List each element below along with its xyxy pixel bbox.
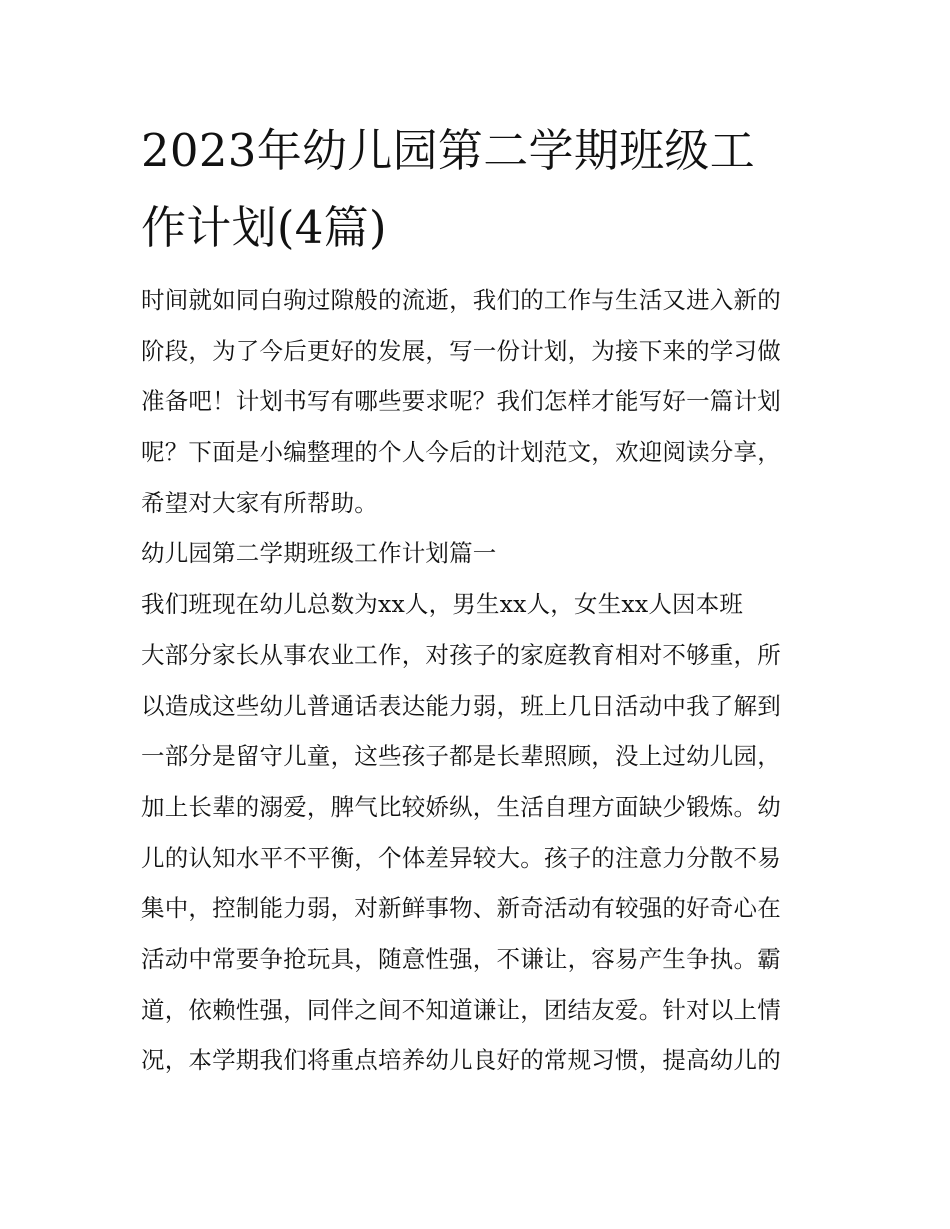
body-line: 大部分家长从事农业工作，对孩子的家庭教育相对不够重，所 — [141, 640, 781, 669]
section-heading: 幼儿园第二学期班级工作计划篇一 — [141, 539, 497, 568]
title-line-2: 作计划(4篇) — [141, 201, 387, 254]
intro-line: 时间就如同白驹过隙般的流逝，我们的工作与生活又进入新的 — [141, 286, 781, 314]
document-body — [141, 275, 821, 1086]
body-line: 集中，控制能力弱，对新鲜事物、新奇活动有较强的好奇心在 — [141, 894, 781, 923]
title-line-1: 2023年幼儿园第二学期班级工 — [141, 124, 756, 177]
document-title — [141, 112, 821, 266]
body-line: 况，本学期我们将重点培养幼儿良好的常规习惯，提高幼儿的 — [141, 1046, 781, 1075]
body-line: 以造成这些幼儿普通话表达能力弱，班上几日活动中我了解到 — [141, 691, 781, 720]
intro-line: 准备吧！计划书写有哪些要求呢？我们怎样才能写好一篇计划 — [141, 387, 781, 416]
body-line: 一部分是留守儿童，这些孩子都是长辈照顾，没上过幼儿园， — [141, 742, 781, 771]
body-line: 活动中常要争抢玩具，随意性强，不谦让，容易产生争执。霸 — [141, 944, 781, 973]
intro-line: 呢？下面是小编整理的个人今后的计划范文，欢迎阅读分享， — [141, 438, 781, 467]
intro-line: 希望对大家有所帮助。 — [141, 488, 378, 517]
body-line: 我们班现在幼儿总数为xx人，男生xx人，女生xx人因本班 — [141, 590, 744, 619]
body-line: 儿的认知水平不平衡，个体差异较大。孩子的注意力分散不易 — [141, 843, 781, 872]
intro-line: 阶段，为了今后更好的发展，写一份计划，为接下来的学习做 — [141, 336, 781, 365]
body-line: 加上长辈的溺爱，脾气比较娇纵，生活自理方面缺少锻炼。幼 — [141, 792, 781, 821]
body-line: 道，依赖性强，同伴之间不知道谦让，团结友爱。针对以上情 — [141, 995, 781, 1024]
